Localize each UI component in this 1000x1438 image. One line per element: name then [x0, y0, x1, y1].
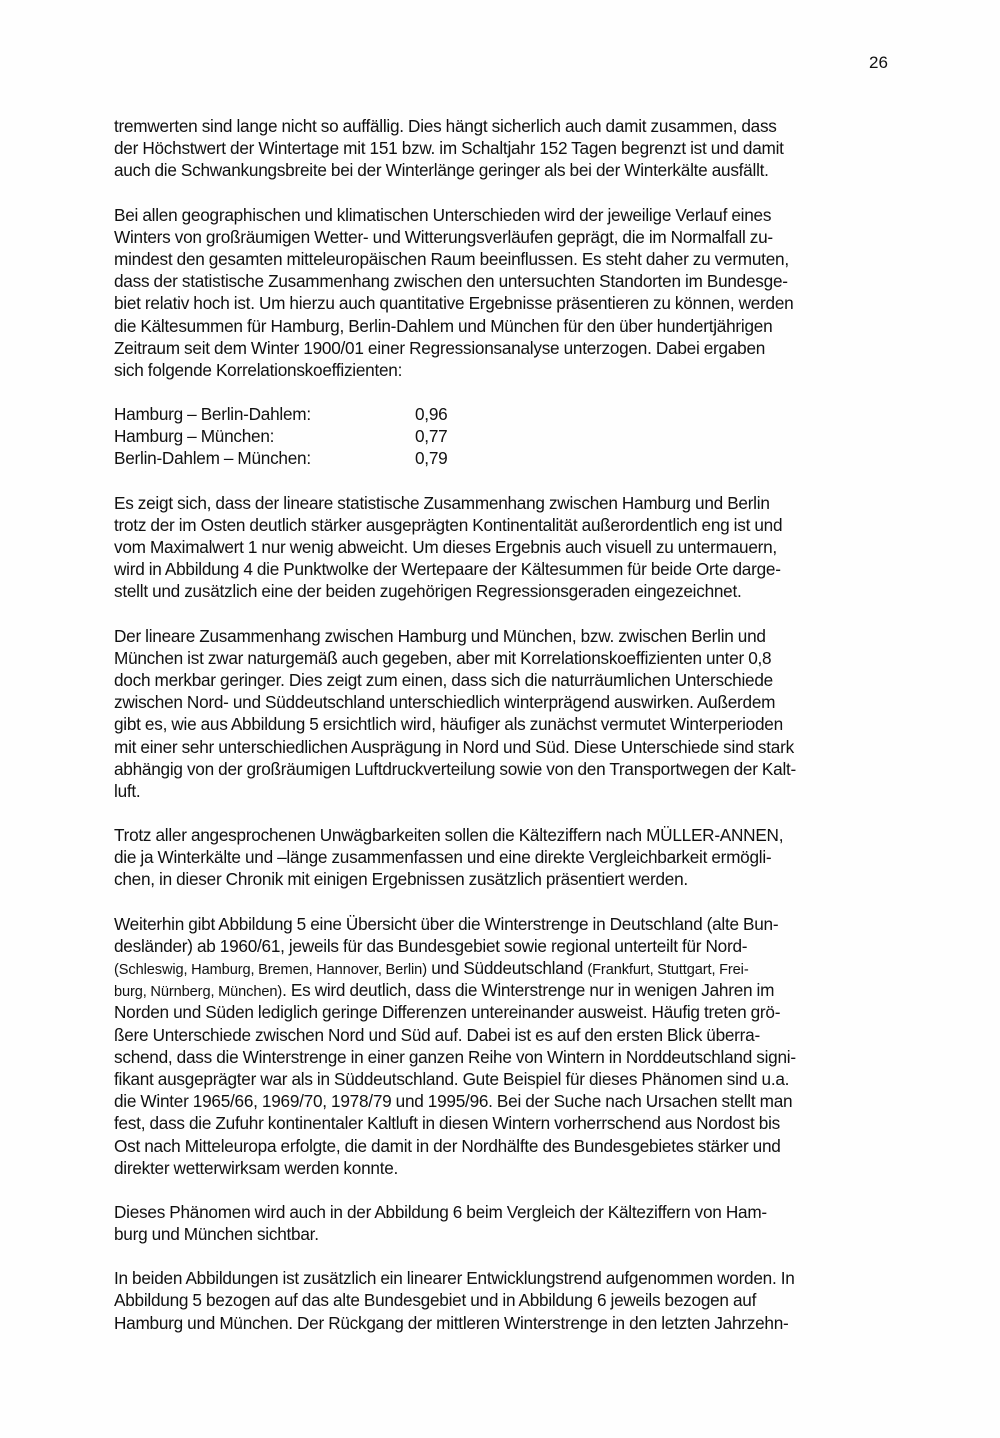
text-line: zwischen Nord- und Süddeutschland unterschiedlich winterprägend auswirken. Außerdem: [114, 692, 776, 713]
paragraph-winterstrenge: [114, 913, 894, 1179]
text-line: trotz der im Osten deutlich stärker ausgeprägten Kontinentalität außerordentlich eng ist und: [114, 514, 783, 535]
text-line: Dieses Phänomen wird auch in der Abbildung 6 beim Vergleich der Kälteziffern von Ham-: [114, 1201, 767, 1222]
paragraph-hamburg-muenchen: [114, 625, 894, 803]
paragraph-regression-intro: [114, 204, 894, 382]
text-line: mindest den gesamten mitteleuropäischen Raum beeinflussen. Es steht daher zu vermuten,: [114, 248, 789, 269]
text-line: burg und München sichtbar.: [114, 1224, 319, 1245]
city-list-south: (Frankfurt, Stuttgart, Frei-: [587, 962, 749, 979]
text-line: mit einer sehr unterschiedlichen Ausprägung in Nord und Süd. Diese Unterschiede sind stark: [114, 736, 794, 757]
correlation-value: 0,79: [415, 448, 448, 469]
text-line: Der lineare Zusammenhang zwischen Hamburg und München, bzw. zwischen Berlin und: [114, 625, 766, 646]
correlation-value: 0,96: [415, 404, 448, 425]
text-line: schend, dass die Winterstrenge in einer ganzen Reihe von Wintern in Norddeutschland signi-: [114, 1046, 796, 1067]
text-line: biet relativ hoch ist. Um hierzu auch quantitative Ergebnisse präsentieren zu können, werden: [114, 293, 794, 314]
text-line: fikant ausgeprägter war als in Süddeutschland. Gute Beispiel für dieses Phänomen sind u.a.: [114, 1068, 790, 1089]
text-line: chen, in dieser Chronik mit einigen Ergebnissen zusätzlich präsentiert werden.: [114, 869, 688, 890]
text-line: desländer) ab 1960/61, jeweils für das Bundesgebiet sowie regional unterteilt für Nord-: [114, 935, 748, 956]
text-line: doch merkbar geringer. Dies zeigt zum einen, dass sich die naturräumlichen Unterschiede: [114, 669, 773, 690]
text-line: In beiden Abbildungen ist zusätzlich ein linearer Entwicklungstrend aufgenommen worden. In: [114, 1268, 795, 1289]
text-line: abhängig von der großräumigen Luftdruckverteilung sowie von den Transportwegen der Kalt-: [114, 758, 797, 779]
correlation-row: [114, 425, 495, 447]
city-list-north: (Schleswig, Hamburg, Bremen, Hannover, Berlin): [114, 962, 427, 979]
correlation-table: [114, 403, 495, 470]
paragraph-abbildung-6: [114, 1201, 894, 1245]
text-fragment: und Süddeutschland: [426, 958, 588, 979]
text-line: Norden und Süden lediglich geringe Differenzen untereinander ausweist. Häufig treten grö-: [114, 1002, 781, 1023]
correlation-pair: Hamburg – München:: [114, 426, 275, 447]
paragraph-kaelteziffern: [114, 824, 894, 891]
correlation-pair: Hamburg – Berlin-Dahlem:: [114, 404, 311, 425]
correlation-value: 0,77: [415, 426, 448, 447]
body-text: [114, 115, 894, 1356]
text-line: direkter wetterwirksam werden konnte.: [114, 1157, 399, 1178]
text-line: die Kältesummen für Hamburg, Berlin-Dahlem und München für den über hundertjährigen: [114, 315, 773, 336]
text-line: Es zeigt sich, dass der lineare statistische Zusammenhang zwischen Hamburg und Berlin: [114, 492, 770, 513]
text-line: Winters von großräumigen Wetter- und Witterungsverläufen geprägt, die im Normalfall zu-: [114, 226, 773, 247]
text-line: sich folgende Korrelationskoeffizienten:: [114, 359, 403, 380]
text-line: vom Maximalwert 1 nur wenig abweicht. Um dieses Ergebnis auch visuell zu untermauern,: [114, 537, 777, 558]
text-line: [114, 979, 894, 1001]
text-line: Hamburg und München. Der Rückgang der mittleren Winterstrenge in den letzten Jahrzehn-: [114, 1312, 789, 1333]
paragraph-winterlaenge: [114, 115, 894, 182]
text-line: Abbildung 5 bezogen auf das alte Bundesgebiet und in Abbildung 6 jeweils bezogen auf: [114, 1290, 757, 1311]
text-line: stellt und zusätzlich eine der beiden zugehörigen Regressionsgeraden eingezeichnet.: [114, 581, 742, 602]
text-line: Weiterhin gibt Abbildung 5 eine Übersicht über die Winterstrenge in Deutschland (alte Bun-: [114, 913, 779, 934]
correlation-row: [114, 403, 495, 425]
text-line: luft.: [114, 780, 141, 801]
text-line: wird in Abbildung 4 die Punktwolke der Wertepaare der Kältesummen für beide Orte darge-: [114, 559, 781, 580]
city-list-south-cont: burg, Nürnberg, München): [114, 984, 283, 1001]
text-line: München ist zwar naturgemäß auch gegeben, aber mit Korrelationskoeffizienten unter 0,8: [114, 647, 772, 668]
text-line: auch die Schwankungsbreite bei der Winterlänge geringer als bei der Winterkälte ausfällt.: [114, 160, 769, 181]
page-number: 26: [869, 53, 888, 72]
text-line: [114, 957, 894, 979]
text-line: ßere Unterschiede zwischen Nord und Süd auf. Dabei ist es auf den ersten Blick überra-: [114, 1024, 760, 1045]
text-line: dass der statistische Zusammenhang zwischen den untersuchten Standorten im Bundesge-: [114, 271, 788, 292]
text-line: Ost nach Mitteleuropa erfolgte, die damit in der Nordhälfte des Bundesgebietes stärker und: [114, 1135, 781, 1156]
correlation-pair: Berlin-Dahlem – München:: [114, 448, 311, 469]
paragraph-entwicklungstrend: [114, 1267, 894, 1334]
text-line: die ja Winterkälte und –länge zusammenfassen und eine direkte Vergleichbarkeit ermögli-: [114, 847, 772, 868]
text-line: die Winter 1965/66, 1969/70, 1978/79 und 1995/96. Bei der Suche nach Ursachen stellt man: [114, 1091, 793, 1112]
text-line: Bei allen geographischen und klimatischen Unterschieden wird der jeweilige Verlauf eines: [114, 204, 772, 225]
text-line: der Höchstwert der Wintertage mit 151 bzw. im Schaltjahr 152 Tagen begrenzt ist und damit: [114, 138, 784, 159]
text-line: Zeitraum seit dem Winter 1900/01 einer Regressionsanalyse unterzogen. Dabei ergaben: [114, 337, 766, 358]
correlation-row: [114, 447, 495, 469]
text-line: tremwerten sind lange nicht so auffällig. Dies hängt sicherlich auch damit zusammen, dass: [114, 116, 777, 136]
text-line: fest, dass die Zufuhr kontinentaler Kaltluft in diesen Wintern vorherrschend aus Nordost bis: [114, 1113, 781, 1134]
text-fragment: . Es wird deutlich, dass die Winterstrenge nur in wenigen Jahren im: [282, 980, 775, 1001]
text-line: Trotz aller angesprochenen Unwägbarkeiten sollen die Kälteziffern nach MÜLLER-ANNEN,: [114, 825, 784, 846]
text-line: gibt es, wie aus Abbildung 5 ersichtlich wird, häufiger als zunächst vermutet Winterperioden: [114, 714, 783, 735]
paragraph-hamburg-berlin: [114, 492, 894, 603]
